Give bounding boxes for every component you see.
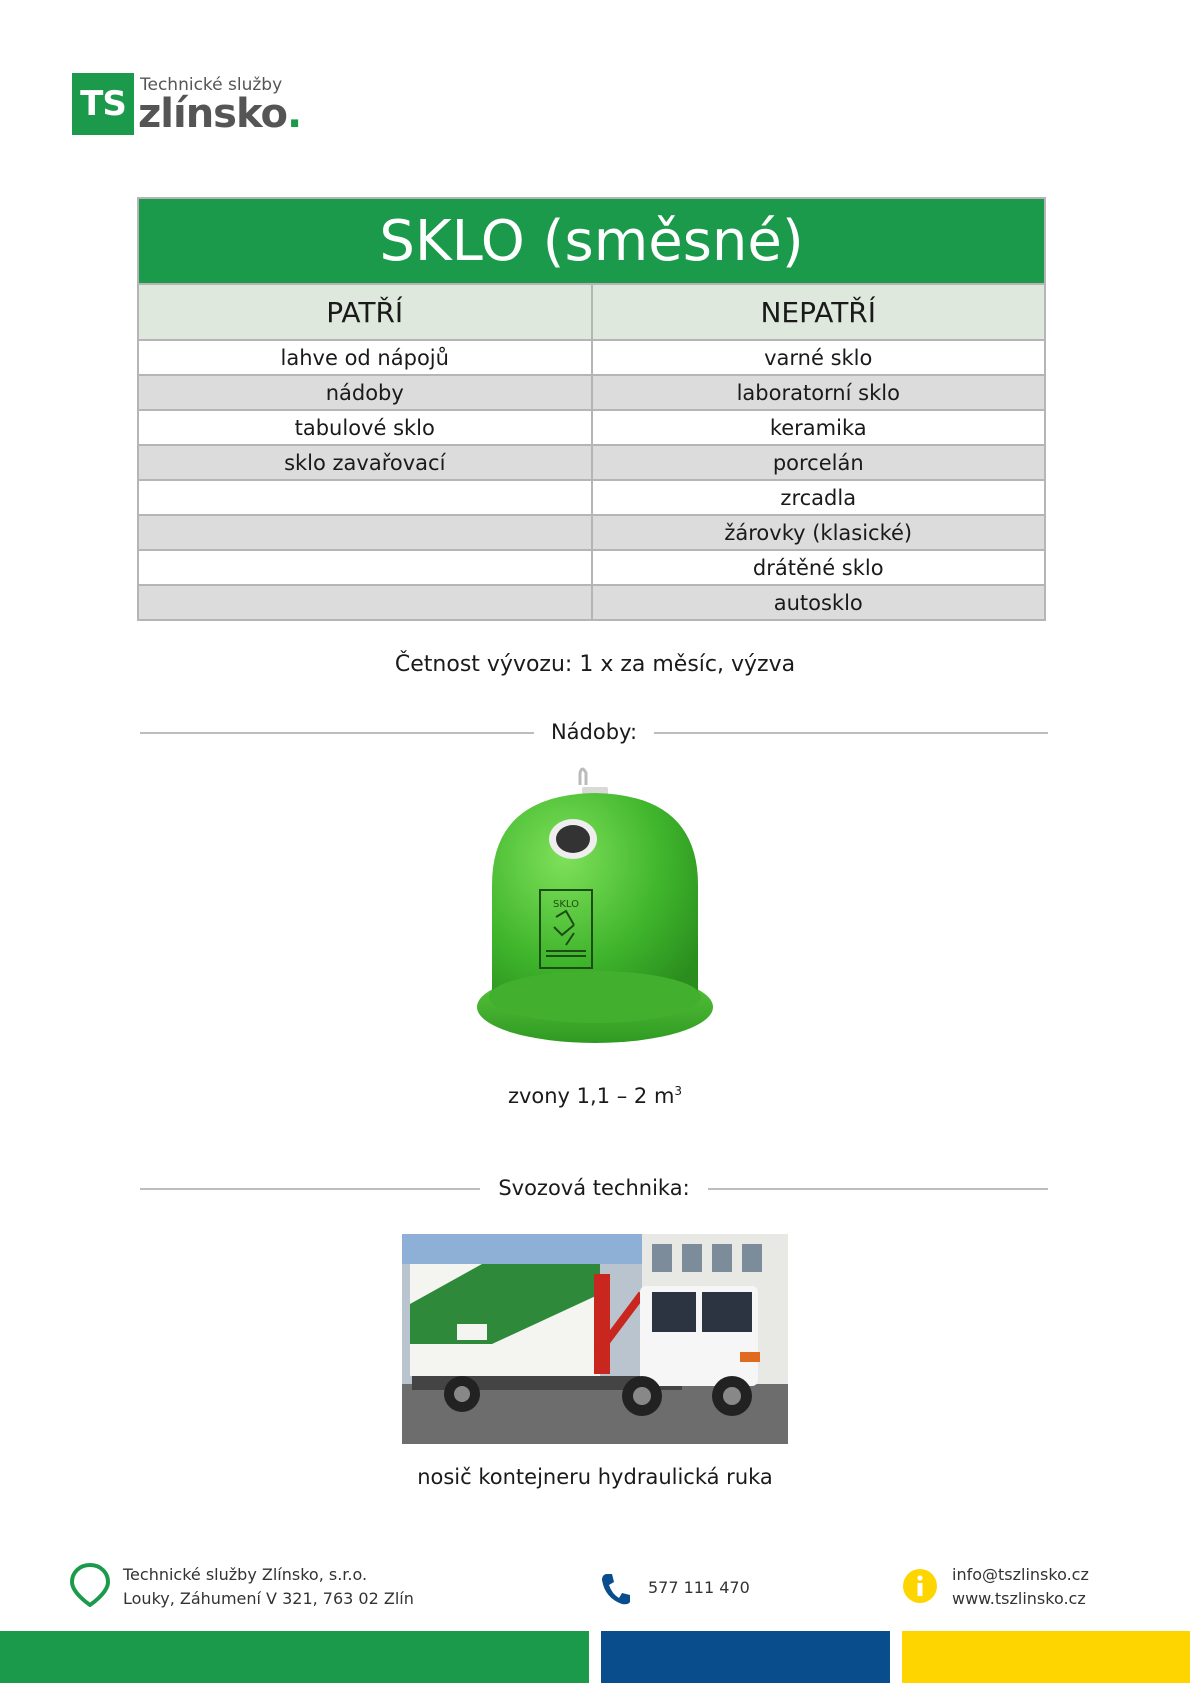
table-row [138, 585, 1045, 620]
belongs-cell [138, 585, 592, 620]
belongs-cell [138, 480, 592, 515]
vehicles-heading: Svozová technika: [486, 1176, 701, 1200]
containers-caption-text: zvony 1,1 – 2 m [507, 1084, 675, 1108]
containers-caption [0, 1084, 1190, 1108]
not-belongs-cell: varné sklo [592, 340, 1046, 375]
table-title: SKLO (směsné) [138, 198, 1045, 284]
containers-divider [140, 717, 1048, 747]
location-pin-icon [70, 1563, 110, 1607]
logo-mark: TS [72, 73, 134, 135]
table-row [138, 340, 1045, 375]
footer-bar-blue [601, 1631, 890, 1683]
table-row [138, 515, 1045, 550]
table-row [138, 445, 1045, 480]
belongs-cell: nádoby [138, 375, 592, 410]
containers-heading: Nádoby: [539, 720, 649, 744]
footer-contact-block [952, 1563, 1089, 1611]
belongs-cell [138, 515, 592, 550]
logo-wordmark-text: zlínsko [138, 91, 287, 137]
waste-sorting-table [137, 197, 1046, 621]
not-belongs-cell: zrcadla [592, 480, 1046, 515]
collection-frequency: Četnost vývozu: 1 x za měsíc, výzva [394, 652, 796, 677]
footer-company: Technické služby Zlínsko, s.r.o. [123, 1565, 368, 1584]
logo-subtitle: Technické služby [140, 75, 283, 95]
glass-bell-container-image [470, 765, 720, 1055]
info-icon [902, 1568, 938, 1604]
footer-bar-green [0, 1631, 589, 1683]
footer-phone: 577 111 470 [648, 1578, 750, 1597]
column-header-not-belongs: NEPATŘÍ [592, 284, 1046, 340]
footer-address-block [123, 1563, 414, 1611]
belongs-cell: lahve od nápojů [138, 340, 592, 375]
belongs-cell [138, 550, 592, 585]
table-row [138, 550, 1045, 585]
table-row [138, 480, 1045, 515]
footer-address: Louky, Záhumení V 321, 763 02 Zlín [123, 1589, 414, 1608]
logo-wordmark [138, 91, 301, 137]
table-row [138, 375, 1045, 410]
footer-email[interactable]: info@tszlinsko.cz [952, 1565, 1089, 1584]
not-belongs-cell: žárovky (klasické) [592, 515, 1046, 550]
not-belongs-cell: laboratorní sklo [592, 375, 1046, 410]
bell-label: SKLO [553, 899, 579, 910]
footer-web[interactable]: www.tszlinsko.cz [952, 1589, 1086, 1608]
belongs-cell: tabulové sklo [138, 410, 592, 445]
column-header-belongs: PATŘÍ [138, 284, 592, 340]
phone-icon [600, 1572, 632, 1606]
not-belongs-cell: porcelán [592, 445, 1046, 480]
not-belongs-cell: drátěné sklo [592, 550, 1046, 585]
logo-dot: . [287, 91, 302, 137]
vehicles-caption: nosič kontejneru hydraulická ruka [417, 1465, 773, 1489]
containers-heading-wrap [140, 717, 1048, 747]
caption-superscript: 3 [674, 1084, 683, 1098]
not-belongs-cell: autosklo [592, 585, 1046, 620]
not-belongs-cell: keramika [592, 410, 1046, 445]
collection-truck-image [402, 1234, 788, 1444]
table-row [138, 410, 1045, 445]
vehicles-heading-wrap [140, 1173, 1048, 1203]
vehicles-divider [140, 1173, 1048, 1203]
footer-bar-yellow [902, 1631, 1190, 1683]
belongs-cell: sklo zavařovací [138, 445, 592, 480]
